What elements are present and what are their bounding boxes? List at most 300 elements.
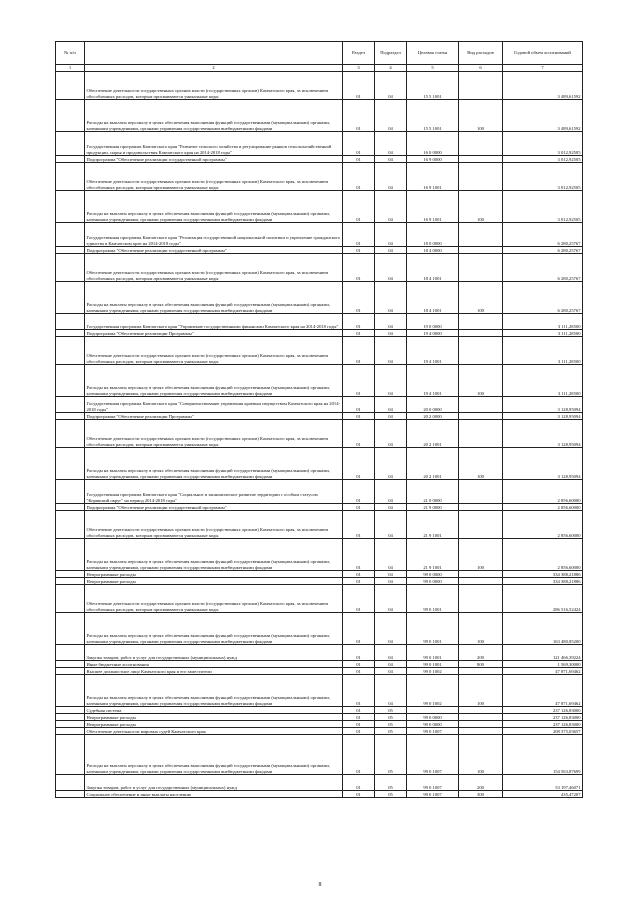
expense-name-cell: Обеспечение деятельности государственных органов власти (государственных органов) Камчатского края, за исключением обособленных расходов, которым присваиваются уникальные коды (85, 254, 343, 282)
razdel-cell: 01 (343, 254, 375, 282)
razdel-cell: 01 (343, 735, 375, 775)
expense-name-cell: Обеспечение деятельности государственных органов власти (государственных органов) Камчатского края, за исключением обособленных расходов, которым присваиваются уникальные коды (85, 585, 343, 613)
razdel-cell: 01 (343, 714, 375, 721)
amount-cell: 3 128,95094 (503, 397, 583, 413)
expense-type-cell (459, 254, 503, 282)
amount-cell: 3 111,28500 (503, 330, 583, 337)
target-article-cell: 99 0 0000 (407, 721, 459, 728)
amount-cell: 53 197,46071 (503, 775, 583, 791)
razdel-cell: 01 (343, 448, 375, 480)
expense-type-cell (459, 504, 503, 511)
target-article-cell: 99 0 1007 (407, 728, 459, 735)
razdel-cell: 01 (343, 100, 375, 132)
razdel-cell: 01 (343, 413, 375, 420)
expense-name-cell: Расходы на выплаты персоналу в целях обеспечения выполнения функций государственными (муниципальными) органами, казенными учреждениями, органами управления государственными внебюджетными фондами (85, 735, 343, 775)
podrazdel-cell: 04 (375, 420, 407, 448)
amount-cell: 286 516,52424 (503, 585, 583, 613)
expense-type-cell: 100 (459, 100, 503, 132)
budget-table (55, 41, 583, 798)
header-razdel: Раздел (343, 42, 375, 65)
expense-type-cell: 100 (459, 613, 503, 645)
target-article-cell: 99 0 1007 (407, 735, 459, 775)
expense-name-cell: Расходы на выплаты персоналу в целях обеспечения выполнения функций государственными (муниципальными) органами, казенными учреждениями, органами управления государственными внебюджетными фондами (85, 282, 343, 314)
row-index-cell (56, 775, 85, 791)
target-article-cell: 18 0 0000 (407, 223, 459, 247)
amount-cell: 2 856,60000 (503, 480, 583, 504)
row-index-cell (56, 511, 85, 539)
podrazdel-cell: 04 (375, 675, 407, 707)
razdel-cell: 01 (343, 661, 375, 668)
amount-cell: 2 856,60000 (503, 511, 583, 539)
expense-type-cell: 100 (459, 448, 503, 480)
razdel-cell: 01 (343, 578, 375, 585)
header-target-article: Целевая статья (407, 42, 459, 65)
amount-cell: 3 128,95094 (503, 413, 583, 420)
expense-name-cell: Непрограммные расходы (85, 721, 343, 728)
target-article-cell: 99 0 1001 (407, 585, 459, 613)
razdel-cell: 01 (343, 480, 375, 504)
expense-name-cell: Государственная программа Камчатского края "Развитие сельского хозяйства и регулирование рынков сельскохозяйственной продукции, сырья и продовольствия Камчатского края на 2014-2018 годы" (85, 132, 343, 156)
target-article-cell: 99 0 1001 (407, 645, 459, 661)
row-index-cell (56, 337, 85, 365)
razdel-cell: 01 (343, 420, 375, 448)
row-index-cell (56, 728, 85, 735)
podrazdel-cell: 04 (375, 163, 407, 191)
razdel-cell: 01 (343, 156, 375, 163)
expense-name-cell: Расходы на выплаты персоналу в целях обеспечения выполнения функций государственными (муниципальными) органами, казенными учреждениями, органами управления государственными внебюджетными фондами (85, 191, 343, 223)
table-row (56, 645, 583, 661)
podrazdel-cell: 04 (375, 613, 407, 645)
target-article-cell: 99 0 1002 (407, 675, 459, 707)
podrazdel-cell: 05 (375, 791, 407, 798)
expense-name-cell: Непрограммные расходы (85, 571, 343, 578)
razdel-cell: 01 (343, 247, 375, 254)
target-article-cell: 19 0 0000 (407, 314, 459, 330)
table-row (56, 775, 583, 791)
razdel-cell: 01 (343, 668, 375, 675)
target-article-cell: 18 4 1001 (407, 282, 459, 314)
table-row (56, 330, 583, 337)
amount-cell: 3 012,92505 (503, 156, 583, 163)
target-article-cell: 19 4 1001 (407, 337, 459, 365)
column-number: 5 (407, 65, 459, 72)
target-article-cell: 99 0 1007 (407, 775, 459, 791)
podrazdel-cell: 04 (375, 578, 407, 585)
row-index-cell (56, 539, 85, 571)
expense-name-cell: Государственная программа Камчатского края "Управление государственными финансами Камчатского края на 2014-2018 годы" (85, 314, 343, 330)
row-index-cell (56, 578, 85, 585)
podrazdel-cell: 05 (375, 775, 407, 791)
row-index-cell (56, 413, 85, 420)
row-index-cell (56, 735, 85, 775)
amount-cell: 3 128,95094 (503, 420, 583, 448)
target-article-cell: 19 4 1001 (407, 365, 459, 397)
target-article-cell: 15 5 1001 (407, 72, 459, 100)
table-row (56, 571, 583, 578)
expense-type-cell (459, 585, 503, 613)
expense-name-cell: Обеспечение деятельности государственных органов власти (государственных органов) Камчатского края, за исключением обособленных расходов, которым присваиваются уникальные коды (85, 337, 343, 365)
expense-type-cell (459, 314, 503, 330)
expense-type-cell (459, 420, 503, 448)
table-row (56, 728, 583, 735)
table-row (56, 578, 583, 585)
table-row (56, 714, 583, 721)
razdel-cell: 01 (343, 282, 375, 314)
table-row (56, 504, 583, 511)
row-index-cell (56, 397, 85, 413)
podrazdel-cell: 04 (375, 100, 407, 132)
row-index-cell (56, 163, 85, 191)
amount-cell: 6 280,25767 (503, 247, 583, 254)
expense-name-cell: Расходы на выплаты персоналу в целях обеспечения выполнения функций государственными (муниципальными) органами, казенными учреждениями, органами управления государственными внебюджетными фондами (85, 613, 343, 645)
podrazdel-cell: 04 (375, 511, 407, 539)
podrazdel-cell: 04 (375, 223, 407, 247)
column-number: 1 (56, 65, 85, 72)
column-number: 4 (375, 65, 407, 72)
podrazdel-cell: 04 (375, 72, 407, 100)
table-row (56, 191, 583, 223)
razdel-cell: 01 (343, 330, 375, 337)
expense-type-cell: 200 (459, 775, 503, 791)
expense-name-cell: Расходы на выплаты персоналу в целях обеспечения выполнения функций государственными (муниципальными) органами, казенными учреждениями, органами управления государственными внебюджетными фондами (85, 365, 343, 397)
table-row (56, 254, 583, 282)
amount-cell: 3 111,28500 (503, 314, 583, 330)
page-number: 8 (318, 882, 322, 888)
expense-type-cell (459, 571, 503, 578)
razdel-cell: 01 (343, 314, 375, 330)
target-article-cell: 99 0 0000 (407, 714, 459, 721)
target-article-cell: 99 0 1007 (407, 791, 459, 798)
amount-cell: 3 012,92505 (503, 163, 583, 191)
expense-type-cell (459, 578, 503, 585)
row-index-cell (56, 645, 85, 661)
target-article-cell: 15 5 1001 (407, 100, 459, 132)
row-index-cell (56, 156, 85, 163)
table-row (56, 247, 583, 254)
expense-type-cell: 100 (459, 365, 503, 397)
podrazdel-cell: 04 (375, 156, 407, 163)
table-row (56, 413, 583, 420)
razdel-cell: 01 (343, 365, 375, 397)
razdel-cell: 01 (343, 163, 375, 191)
expense-name-cell: Судебная система (85, 707, 343, 714)
expense-name-cell: Подпрограмма "Обеспечение реализации государственной программы" (85, 156, 343, 163)
amount-cell: 3 012,92505 (503, 191, 583, 223)
expense-type-cell: 100 (459, 282, 503, 314)
expense-type-cell (459, 132, 503, 156)
expense-name-cell: Расходы на выплаты персоналу в целях обеспечения выполнения функций государственными (муниципальными) органами, казенными учреждениями, органами управления государственными внебюджетными фондами (85, 100, 343, 132)
amount-cell: 2 856,60000 (503, 504, 583, 511)
table-row (56, 721, 583, 728)
expense-name-cell: Государственная программа Камчатского края "Социальное и экономическое развитие территории с особым статусом "Корякский округ" на период 2014-2018 годы" (85, 480, 343, 504)
amount-cell: 334 388,21886 (503, 578, 583, 585)
table-row (56, 539, 583, 571)
row-index-cell (56, 668, 85, 675)
table-row (56, 397, 583, 413)
amount-cell: 3 489,61592 (503, 72, 583, 100)
row-index-cell (56, 714, 85, 721)
table-row (56, 585, 583, 613)
table-row (56, 72, 583, 100)
target-article-cell: 20 2 1001 (407, 448, 459, 480)
amount-cell: 47 871,69462 (503, 675, 583, 707)
expense-type-cell (459, 223, 503, 247)
target-article-cell: 99 0 1001 (407, 613, 459, 645)
podrazdel-cell: 04 (375, 365, 407, 397)
target-article-cell: 21 9 0000 (407, 504, 459, 511)
table-row (56, 132, 583, 156)
razdel-cell: 01 (343, 337, 375, 365)
expense-type-cell (459, 337, 503, 365)
row-index-cell (56, 132, 85, 156)
expense-type-cell (459, 156, 503, 163)
target-article-cell: 99 0 0000 (407, 571, 459, 578)
podrazdel-cell: 04 (375, 330, 407, 337)
razdel-cell: 01 (343, 191, 375, 223)
razdel-cell: 01 (343, 675, 375, 707)
table-row (56, 668, 583, 675)
table-row (56, 661, 583, 668)
table-header (56, 42, 583, 72)
expense-name-cell: Социальное обеспечение и иные выплаты населению (85, 791, 343, 798)
table-row (56, 337, 583, 365)
column-number: 6 (459, 65, 503, 72)
row-index-cell (56, 791, 85, 798)
row-index-cell (56, 100, 85, 132)
podrazdel-cell: 04 (375, 539, 407, 571)
amount-cell: 6 280,25767 (503, 254, 583, 282)
row-index-cell (56, 282, 85, 314)
amount-cell: 237 126,83000 (503, 707, 583, 714)
expense-name-cell: Государственная программа Камчатского края "Совершенствование управления краевым имуществом Камчатского края на 2014-2018 годы" (85, 397, 343, 413)
expense-type-cell (459, 480, 503, 504)
table-row (56, 223, 583, 247)
podrazdel-cell: 04 (375, 337, 407, 365)
table-row (56, 314, 583, 330)
podrazdel-cell: 04 (375, 397, 407, 413)
row-index-cell (56, 661, 85, 668)
row-index-cell (56, 330, 85, 337)
expense-type-cell: 100 (459, 191, 503, 223)
podrazdel-cell: 04 (375, 314, 407, 330)
razdel-cell: 01 (343, 645, 375, 661)
row-index-cell (56, 448, 85, 480)
amount-cell: 237 126,83000 (503, 721, 583, 728)
amount-cell: 3 111,28500 (503, 365, 583, 397)
column-number: 3 (343, 65, 375, 72)
expense-name-cell: Закупка товаров, работ и услуг для государственных (муниципальных) нужд (85, 645, 343, 661)
expense-name-cell: Обеспечение деятельности государственных органов власти (государственных органов) Камчатского края, за исключением обособленных расходов, которым присваиваются уникальные коды (85, 163, 343, 191)
row-index-cell (56, 721, 85, 728)
header-number: № п/п (56, 42, 85, 65)
expense-name-cell: Подпрограмма "Обеспечение реализации государственной программы" (85, 247, 343, 254)
amount-cell: 154 563,87699 (503, 735, 583, 775)
razdel-cell: 01 (343, 504, 375, 511)
razdel-cell: 01 (343, 223, 375, 247)
expense-name-cell: Высшее должностное лицо Камчатского края и его заместители (85, 668, 343, 675)
podrazdel-cell: 04 (375, 247, 407, 254)
table-row (56, 511, 583, 539)
header-podrazdel: Подраздел (375, 42, 407, 65)
row-index-cell (56, 223, 85, 247)
podrazdel-cell: 04 (375, 668, 407, 675)
row-index-cell (56, 571, 85, 578)
amount-cell: 1 569,30000 (503, 661, 583, 668)
amount-cell: 121 466,39224 (503, 645, 583, 661)
column-number-row (56, 65, 583, 72)
expense-name-cell: Расходы на выплаты персоналу в целях обеспечения выполнения функций государственными (муниципальными) органами, казенными учреждениями, органами управления государственными внебюджетными фондами (85, 539, 343, 571)
podrazdel-cell: 04 (375, 448, 407, 480)
header-annual-amount: Годовой объем ассигнований (503, 42, 583, 65)
expense-type-cell: 100 (459, 735, 503, 775)
row-index-cell (56, 314, 85, 330)
row-index-cell (56, 254, 85, 282)
podrazdel-cell: 04 (375, 645, 407, 661)
target-article-cell: 99 0 1001 (407, 661, 459, 668)
expense-type-cell (459, 397, 503, 413)
expense-type-cell: 100 (459, 675, 503, 707)
expense-type-cell (459, 721, 503, 728)
expense-type-cell (459, 668, 503, 675)
amount-cell: 3 489,61592 (503, 100, 583, 132)
target-article-cell: 18 4 0000 (407, 247, 459, 254)
expense-type-cell (459, 413, 503, 420)
table-row (56, 420, 583, 448)
razdel-cell: 01 (343, 791, 375, 798)
podrazdel-cell: 04 (375, 254, 407, 282)
razdel-cell: 01 (343, 613, 375, 645)
row-index-cell (56, 613, 85, 645)
expense-name-cell: Обеспечение деятельности государственных органов власти (государственных органов) Камчатского края, за исключением обособленных расходов, которым присваиваются уникальные коды (85, 511, 343, 539)
podrazdel-cell: 04 (375, 480, 407, 504)
amount-cell: 163 480,85200 (503, 613, 583, 645)
expense-name-cell: Обеспечение деятельности государственных органов власти (государственных органов) Камчатского края, за исключением обособленных расходов, которым присваиваются уникальные коды (85, 72, 343, 100)
row-index-cell (56, 707, 85, 714)
table-row (56, 448, 583, 480)
target-article-cell: 21 9 1001 (407, 539, 459, 571)
table-row (56, 675, 583, 707)
table-row (56, 365, 583, 397)
expense-name-cell: Расходы на выплаты персоналу в целях обеспечения выполнения функций государственными (муниципальными) органами, казенными учреждениями, органами управления государственными внебюджетными фондами (85, 448, 343, 480)
amount-cell: 435,47207 (503, 791, 583, 798)
expense-type-cell (459, 728, 503, 735)
podrazdel-cell: 04 (375, 504, 407, 511)
table-row (56, 707, 583, 714)
amount-cell: 6 280,25767 (503, 223, 583, 247)
expense-type-cell (459, 330, 503, 337)
razdel-cell: 01 (343, 585, 375, 613)
razdel-cell: 01 (343, 511, 375, 539)
razdel-cell: 01 (343, 132, 375, 156)
podrazdel-cell: 04 (375, 585, 407, 613)
target-article-cell: 18 4 1001 (407, 254, 459, 282)
expense-name-cell: Непрограммные расходы (85, 578, 343, 585)
razdel-cell: 01 (343, 72, 375, 100)
row-index-cell (56, 420, 85, 448)
podrazdel-cell: 04 (375, 132, 407, 156)
header-expense-type: Вид расходов (459, 42, 503, 65)
podrazdel-cell: 05 (375, 721, 407, 728)
expense-type-cell: 300 (459, 791, 503, 798)
expense-name-cell: Подпрограмма "Обеспечение реализации государственной программы" (85, 504, 343, 511)
amount-cell: 208 375,03657 (503, 728, 583, 735)
target-article-cell: 16 9 1001 (407, 163, 459, 191)
expense-type-cell (459, 707, 503, 714)
expense-type-cell (459, 72, 503, 100)
amount-cell: 334 388,21886 (503, 571, 583, 578)
razdel-cell: 01 (343, 571, 375, 578)
expense-type-cell (459, 714, 503, 721)
podrazdel-cell: 04 (375, 571, 407, 578)
table-row (56, 613, 583, 645)
expense-name-cell: Государственная программа Камчатского края "Реализация государственной национальной политики и укрепление гражданского единства в Камчатском крае на 2014-2018 годы" (85, 223, 343, 247)
table-row (56, 480, 583, 504)
podrazdel-cell: 04 (375, 282, 407, 314)
podrazdel-cell: 04 (375, 661, 407, 668)
target-article-cell (407, 707, 459, 714)
podrazdel-cell: 05 (375, 735, 407, 775)
expense-name-cell: Закупка товаров, работ и услуг для государственных (муниципальных) нужд (85, 775, 343, 791)
row-index-cell (56, 72, 85, 100)
amount-cell: 3 111,28500 (503, 337, 583, 365)
expense-name-cell: Иные бюджетные ассигнования (85, 661, 343, 668)
razdel-cell: 01 (343, 721, 375, 728)
amount-cell: 237 126,83000 (503, 714, 583, 721)
razdel-cell: 01 (343, 728, 375, 735)
razdel-cell: 01 (343, 775, 375, 791)
expense-name-cell: Обеспечение деятельности государственных органов власти (государственных органов) Камчатского края, за исключением обособленных расходов, которым присваиваются уникальные коды (85, 420, 343, 448)
table-row (56, 163, 583, 191)
table-row (56, 282, 583, 314)
row-index-cell (56, 191, 85, 223)
amount-cell: 3 128,95094 (503, 448, 583, 480)
header-name (85, 42, 343, 65)
table-row (56, 791, 583, 798)
column-number: 2 (85, 65, 343, 72)
row-index-cell (56, 504, 85, 511)
podrazdel-cell: 05 (375, 707, 407, 714)
target-article-cell: 20 2 0000 (407, 413, 459, 420)
expense-name-cell: Подпрограмма "Обеспечение реализации Программы" (85, 413, 343, 420)
row-index-cell (56, 675, 85, 707)
podrazdel-cell: 04 (375, 191, 407, 223)
column-number: 7 (503, 65, 583, 72)
target-article-cell: 16 9 1001 (407, 191, 459, 223)
expense-type-cell (459, 247, 503, 254)
table-row (56, 156, 583, 163)
target-article-cell: 20 2 1001 (407, 420, 459, 448)
target-article-cell: 21 9 1001 (407, 511, 459, 539)
amount-cell: 3 012,92505 (503, 132, 583, 156)
expense-name-cell: Обеспечение деятельности мировых судей Камчатского края (85, 728, 343, 735)
target-article-cell: 19 4 0000 (407, 330, 459, 337)
target-article-cell: 20 0 0000 (407, 397, 459, 413)
table-row (56, 100, 583, 132)
podrazdel-cell: 05 (375, 728, 407, 735)
amount-cell: 2 856,60000 (503, 539, 583, 571)
podrazdel-cell: 05 (375, 714, 407, 721)
expense-type-cell: 200 (459, 645, 503, 661)
razdel-cell: 01 (343, 707, 375, 714)
target-article-cell: 21 0 0000 (407, 480, 459, 504)
razdel-cell: 01 (343, 539, 375, 571)
row-index-cell (56, 365, 85, 397)
expense-type-cell (459, 511, 503, 539)
expense-type-cell (459, 163, 503, 191)
expense-name-cell: Непрограммные расходы (85, 714, 343, 721)
target-article-cell: 16 9 0000 (407, 156, 459, 163)
razdel-cell: 01 (343, 397, 375, 413)
